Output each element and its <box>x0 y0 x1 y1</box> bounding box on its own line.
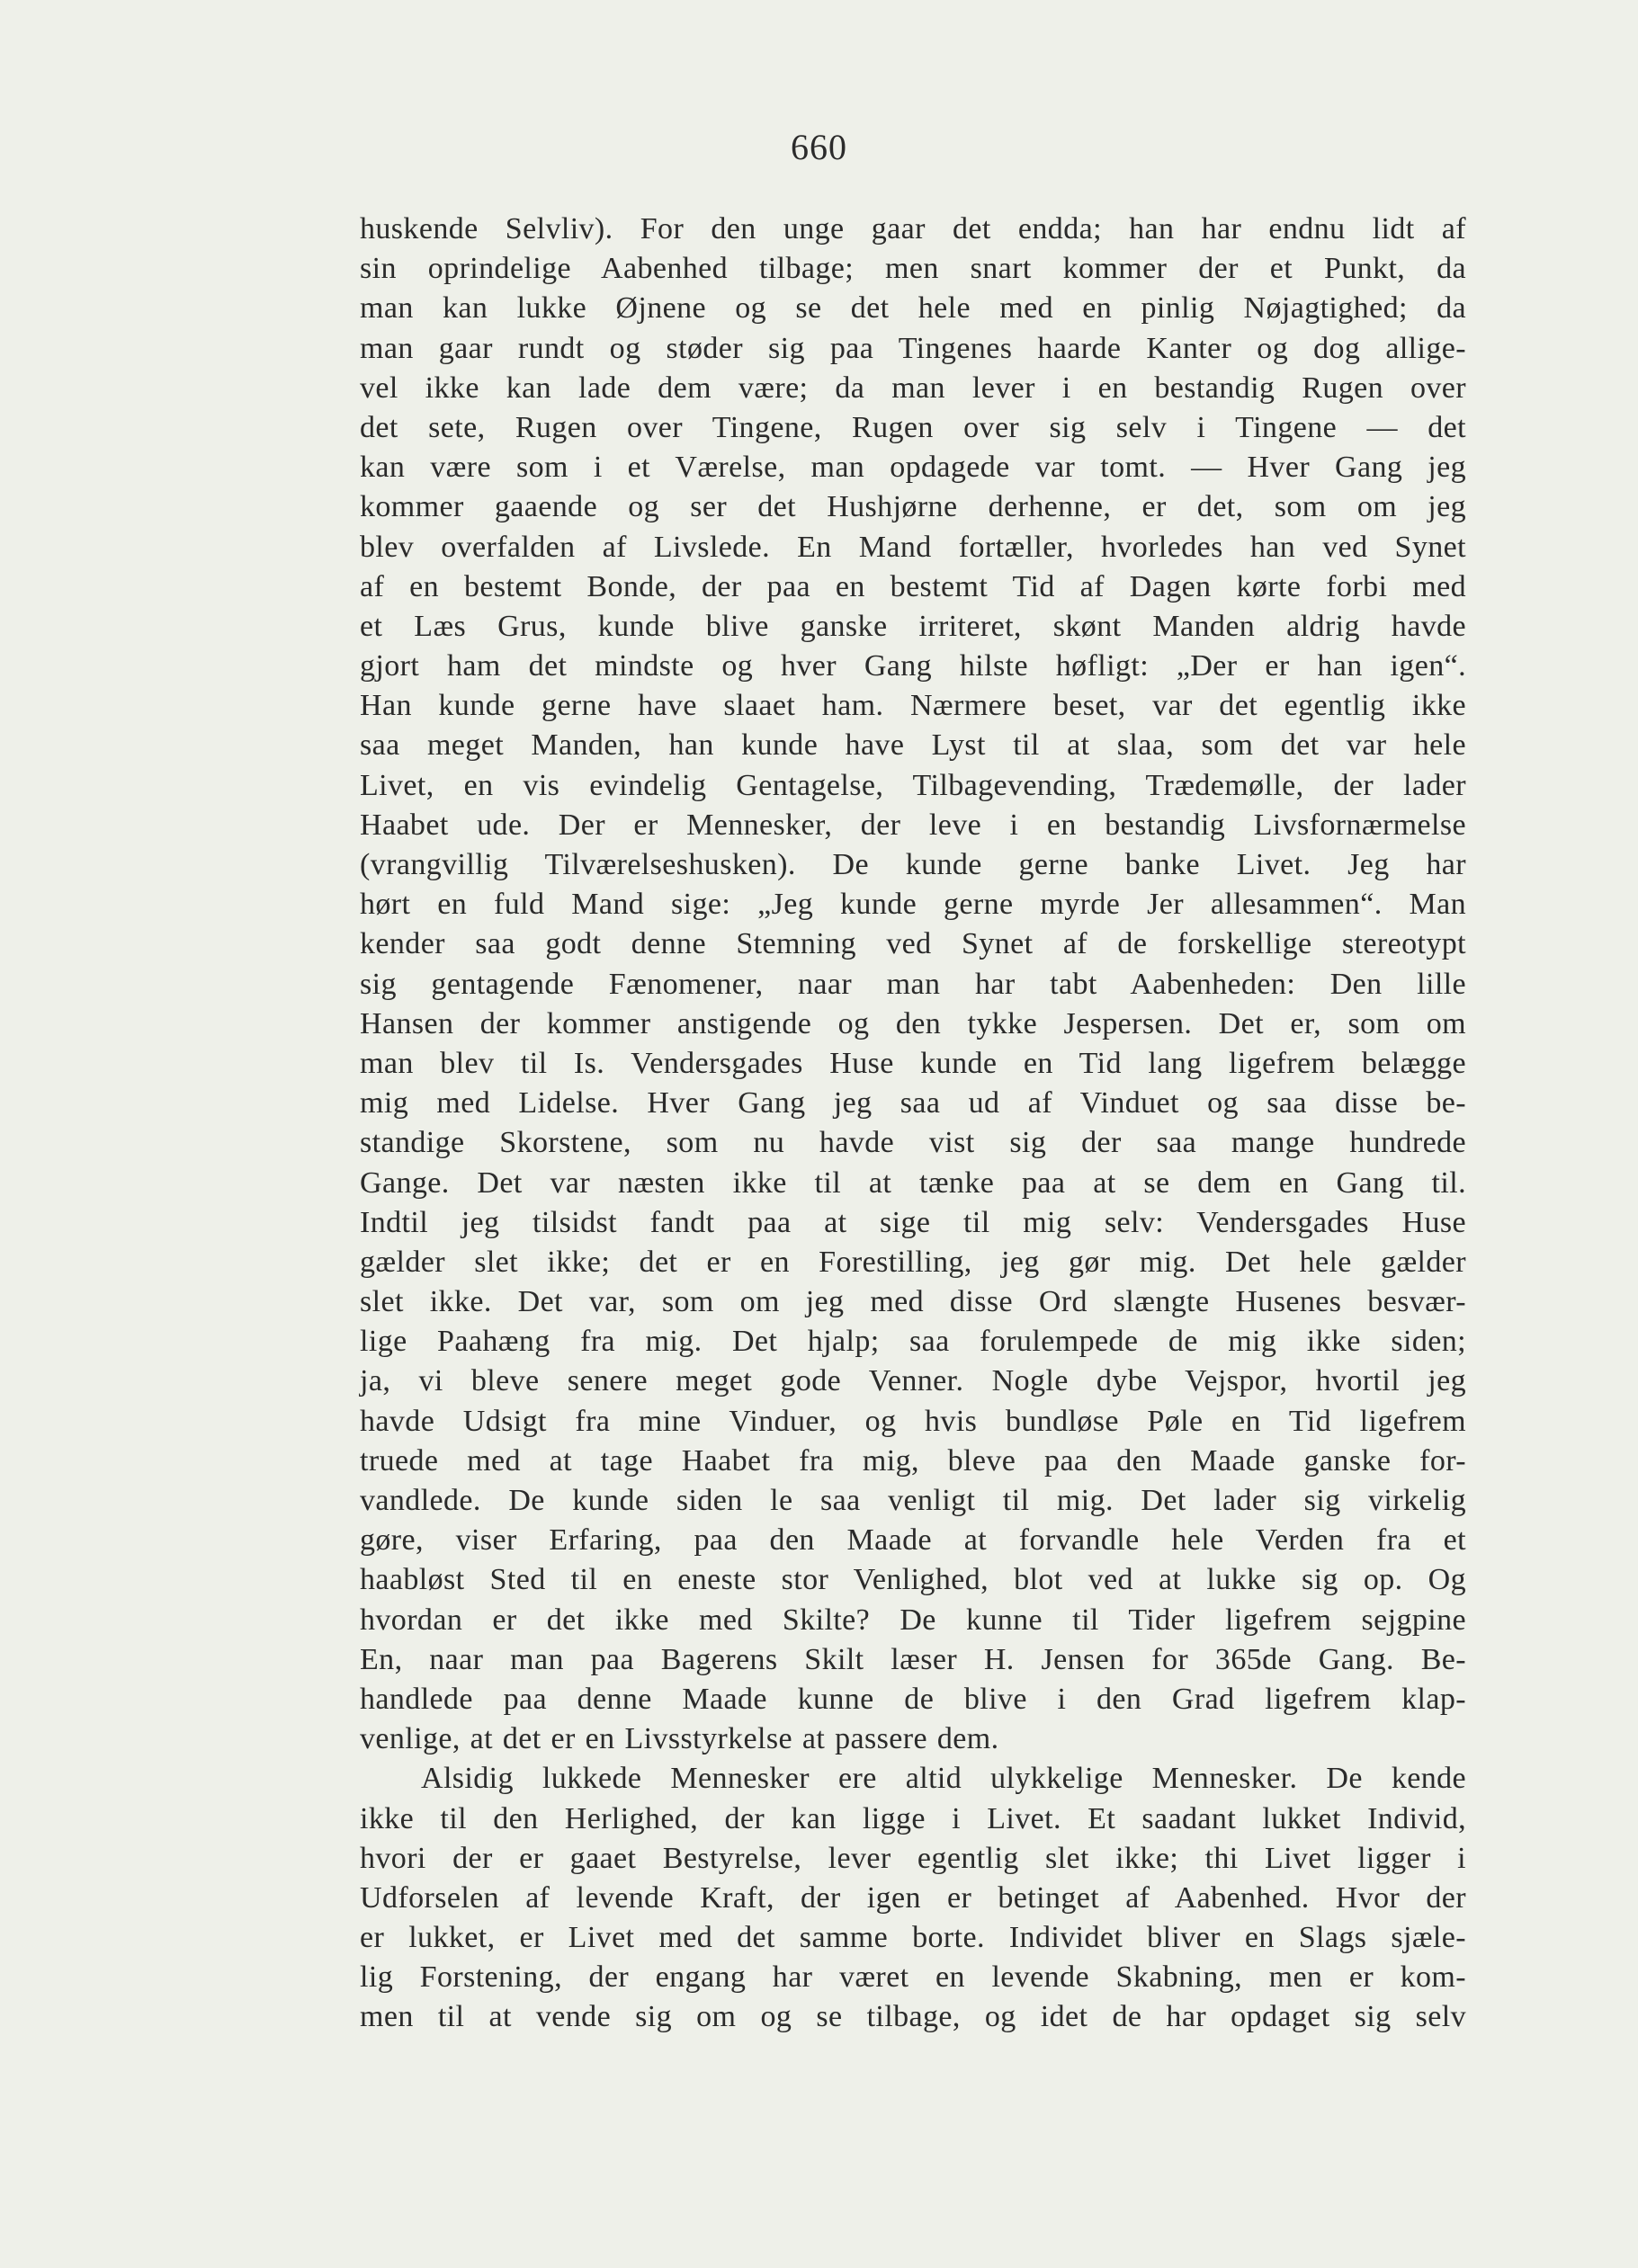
text-line: blev overfalden af Livslede. En Mand fortæller, hvorledes han ved Synet <box>360 530 1466 564</box>
text-line: hvori der er gaaet Bestyrelse, lever egentlig slet ikke; thi Livet ligger i <box>360 1841 1466 1875</box>
text-line: gjort ham det mindste og hver Gang hilste høfligt: „Der er han igen“. <box>360 649 1466 683</box>
text-line: men til at vende sig om og se tilbage, og idet de har opdaget sig selv <box>360 2000 1466 2034</box>
text-line: havde Udsigt fra mine Vinduer, og hvis bundløse Pøle en Tid ligefrem <box>360 1404 1466 1438</box>
text-line: truede med at tage Haabet fra mig, bleve paa den Maade ganske for- <box>360 1443 1466 1478</box>
text-line: Haabet ude. Der er Mennesker, der leve i en bestandig Livsfornærmelse <box>360 808 1466 842</box>
text-line: kender saa godt denne Stemning ved Synet af de forskellige stereotypt <box>360 927 1466 961</box>
text-line: man blev til Is. Vendersgades Huse kunde en Tid lang ligefrem belægge <box>360 1046 1466 1080</box>
text-line: huskende Selvliv). For den unge gaar det endda; han har endnu lidt af <box>360 212 1466 246</box>
text-line: slet ikke. Det var, som om jeg med disse Ord slængte Husenes besvær- <box>360 1285 1466 1319</box>
text-line: Alsidig lukkede Mennesker ere altid ulykkelige Mennesker. De kende <box>421 1762 1466 1796</box>
text-line: sin oprindelige Aabenhed tilbage; men snart kommer der et Punkt, da <box>360 252 1466 286</box>
text-line: kan være som i et Værelse, man opdagede var tomt. — Hver Gang jeg <box>360 451 1466 485</box>
text-line: Han kunde gerne have slaaet ham. Nærmere beset, var det egentlig ikke <box>360 689 1466 723</box>
text-line: vel ikke kan lade dem være; da man lever i en bestandig Rugen over <box>360 371 1466 405</box>
text-line: mig med Lidelse. Hver Gang jeg saa ud af Vinduet og saa disse be- <box>360 1086 1466 1121</box>
paragraph <box>360 210 1466 1759</box>
text-line: ja, vi bleve senere meget gode Venner. Nogle dybe Vejspor, hvortil jeg <box>360 1364 1466 1398</box>
text-line: En, naar man paa Bagerens Skilt læser H. Jensen for 365de Gang. Be- <box>360 1642 1466 1676</box>
text-line: hørt en fuld Mand sige: „Jeg kunde gerne myrde Jer allesammen“. Man <box>360 888 1466 922</box>
text-line: Udforselen af levende Kraft, der igen er betinget af Aabenhed. Hvor der <box>360 1880 1466 1915</box>
text-line: hvordan er det ikke med Skilte? De kunne til Tider ligefrem sejgpine <box>360 1603 1466 1637</box>
text-line: er lukket, er Livet med det samme borte. Individet bliver en Slags sjæle- <box>360 1921 1466 1955</box>
text-line: gøre, viser Erfaring, paa den Maade at forvandle hele Verden fra et <box>360 1523 1466 1558</box>
text-line: Livet, en vis evindelig Gentagelse, Tilbagevending, Trædemølle, der lader <box>360 768 1466 802</box>
text-line: kommer gaaende og ser det Hushjørne derhenne, er det, som om jeg <box>360 490 1466 524</box>
text-line: saa meget Manden, han kunde have Lyst til at slaa, som det var hele <box>360 728 1466 763</box>
text-line: venlige, at det er en Livsstyrkelse at passere dem. <box>360 1722 999 1756</box>
text-line: man gaar rundt og støder sig paa Tingenes haarde Kanter og dog allige- <box>360 331 1466 365</box>
text-line: ikke til den Herlighed, der kan ligge i Livet. Et saadant lukket Individ, <box>360 1801 1466 1835</box>
text-line: sig gentagende Fænomener, naar man har tabt Aabenheden: Den lille <box>360 967 1466 1001</box>
text-line: gælder slet ikke; det er en Forestilling, jeg gør mig. Det hele gælder <box>360 1245 1466 1279</box>
paragraph <box>360 1759 1466 2037</box>
text-line: Hansen der kommer anstigende og den tykke Jespersen. Det er, som om <box>360 1006 1466 1040</box>
text-line: handlede paa denne Maade kunne de blive i den Grad ligefrem klap- <box>360 1682 1466 1716</box>
text-line: lig Forstening, der engang har været en levende Skabning, men er kom- <box>360 1960 1466 1995</box>
text-line: Indtil jeg tilsidst fandt paa at sige til mig selv: Vendersgades Huse <box>360 1205 1466 1239</box>
text-line: et Læs Grus, kunde blive ganske irriteret, skønt Manden aldrig havde <box>360 609 1466 643</box>
text-line: haabløst Sted til en eneste stor Venlighed, blot ved at lukke sig op. Og <box>360 1563 1466 1597</box>
text-line: af en bestemt Bonde, der paa en bestemt Tid af Dagen kørte forbi med <box>360 569 1466 603</box>
text-line: lige Paahæng fra mig. Det hjalp; saa forulempede de mig ikke siden; <box>360 1325 1466 1359</box>
text-line: man kan lukke Øjnene og se det hele med en pinlig Nøjagtighed; da <box>360 291 1466 326</box>
text-line: vandlede. De kunde siden le saa venligt til mig. Det lader sig virkelig <box>360 1484 1466 1517</box>
text-line: standige Skorstene, som nu havde vist sig der saa mange hundrede <box>360 1126 1466 1160</box>
text-line: Gange. Det var næsten ikke til at tænke paa at se dem en Gang til. <box>360 1165 1466 1200</box>
body-text <box>360 210 1466 2038</box>
text-line: (vrangvillig Tilværelseshusken). De kunde gerne banke Livet. Jeg har <box>360 848 1466 881</box>
text-line: det sete, Rugen over Tingene, Rugen over sig selv i Tingene — det <box>360 410 1466 444</box>
page-number: 660 <box>791 127 847 167</box>
